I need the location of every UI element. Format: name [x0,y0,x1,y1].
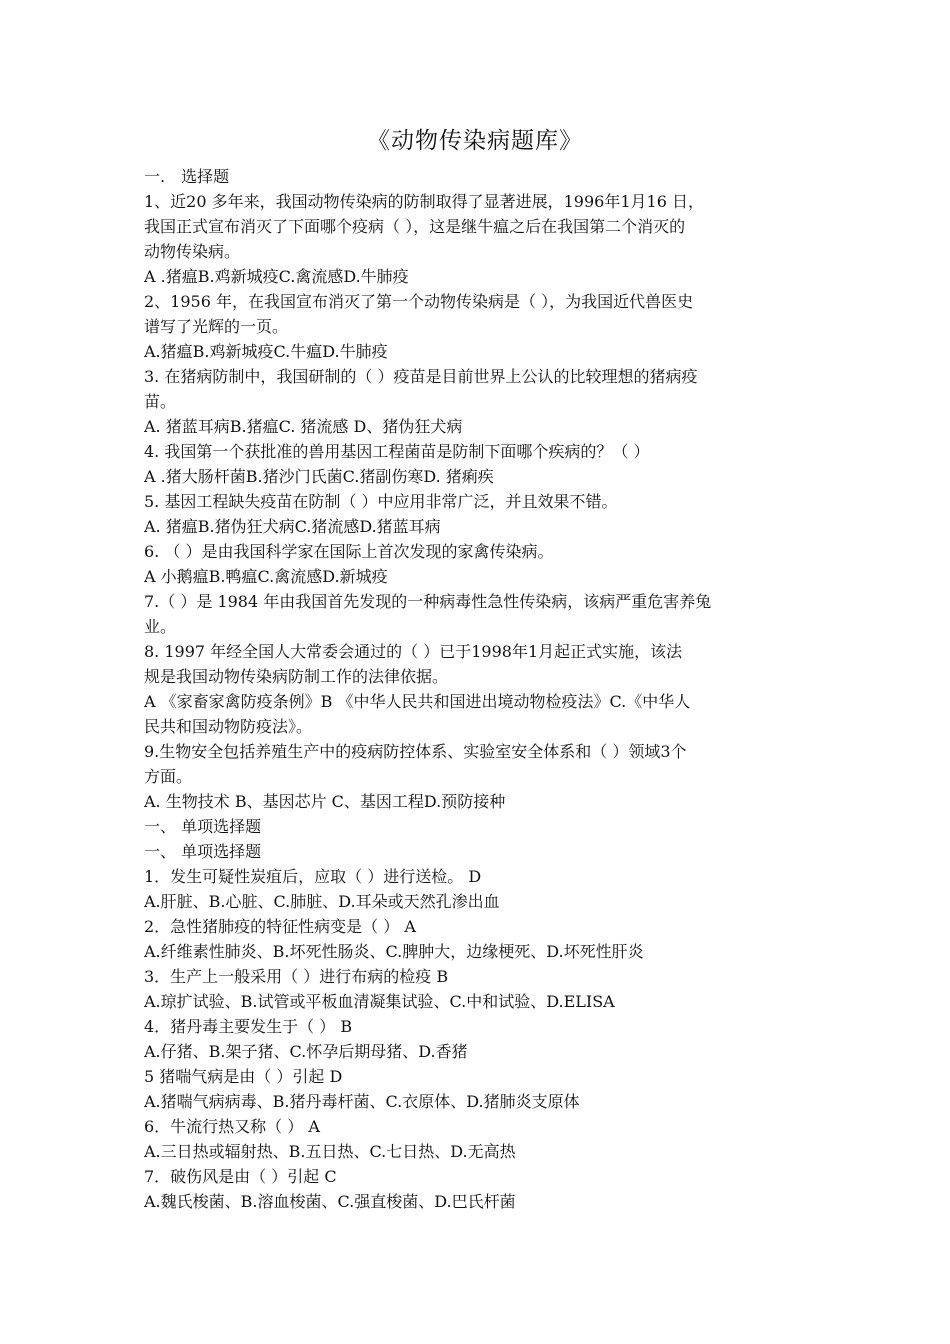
text-line: 苗。 [144,392,177,411]
text-line: 民共和国动物防疫法》。 [144,717,313,736]
text-line: 一、 单项选择题 [144,817,262,836]
text-line: 一. 选择题 [144,167,230,186]
text-line: 我国正式宣布消灭了下面哪个疫病（ ），这是继牛瘟之后在我国第二个消灭的 [144,217,686,236]
text-line: 2．急性猪肺疫的特征性病变是（ ） A [144,917,416,936]
text-line: A.仔猪、B.架子猪、C.怀孕后期母猪、D.香猪 [144,1042,468,1061]
text-line: 方面。 [144,767,193,786]
document-title: 《动物传染病题库》 [367,128,583,154]
text-line: A.魏氏梭菌、B.溶血梭菌、C.强直梭菌、D.巴氏杆菌 [144,1192,516,1211]
text-line: 1．发生可疑性炭疽后，应取（ ）进行送检。 D [144,867,482,886]
text-line: 2、1956 年，在我国宣布消灭了第一个动物传染病是（ ），为我国近代兽医史 [144,292,694,311]
text-line: 谱写了光辉的一页。 [144,317,289,336]
text-line: 7．破伤风是由（ ）引起 C [144,1167,337,1186]
text-line: A 《家畜家禽防疫条例》B 《中华人民共和国进出境动物检疫法》C.《中华人 [144,692,691,711]
text-line: 1、近20 多年来，我国动物传染病的防制取得了显著进展，1996年1月16 日， [144,192,704,211]
text-line: A. 猪瘟B.猪伪狂犬病C.猪流感D.猪蓝耳病 [144,517,441,536]
text-line: 4．猪丹毒主要发生于（ ） B [144,1017,353,1036]
text-line: 6. （ ）是由我国科学家在国际上首次发现的家禽传染病。 [144,542,554,561]
text-line: 7.（ ）是 1984 年由我国首先发现的一种病毒性急性传染病，该病严重危害养兔 [144,592,712,611]
text-line: 3. 在猪病防制中，我国研制的（ ）疫苗是目前世界上公认的比较理想的猪病疫 [144,367,698,386]
text-line: A.猪喘气病病毒、B.猪丹毒杆菌、C.衣原体、D.猪肺炎支原体 [144,1092,580,1111]
text-line: A.肝脏、B.心脏、C.肺脏、D.耳朵或天然孔渗出血 [144,892,500,911]
text-line: 3．生产上一般采用（ ）进行布病的检疫 B [144,967,449,986]
text-line: A.纤维素性肺炎、B.坏死性肠炎、C.脾肿大，边缘梗死、D.坏死性肝炎 [144,942,644,961]
text-line: 9.生物安全包括养殖生产中的疫病防控体系、实验室安全体系和（ ）领域3个 [144,742,687,761]
text-line: A.琼扩试验、B.试管或平板血清凝集试验、C.中和试验、D.ELISA [144,992,615,1011]
text-line: 5. 基因工程缺失疫苗在防制（ ）中应用非常广泛，并且效果不错。 [144,492,618,511]
text-line: A. 猪蓝耳病B.猪瘟C. 猪流感 D、猪伪狂犬病 [144,417,463,436]
text-line: 一、 单项选择题 [144,842,262,861]
text-line: 规是我国动物传染病防制工作的法律依据。 [144,667,449,686]
text-line: A .猪大肠杆菌B.猪沙门氏菌C.猪副伤寒D. 猪痢疾 [144,467,494,486]
text-line: 动物传染病。 [144,242,241,261]
text-line: 业。 [144,617,177,636]
text-line: 8. 1997 年经全国人大常委会通过的（ ）已于1998年1月起正式实施，该法 [144,642,683,661]
text-line: A .猪瘟B.鸡新城疫C.禽流感D.牛肺疫 [144,267,409,286]
document-body [144,164,812,1214]
text-line: A.三日热或辐射热、B.五日热、C.七日热、D.无高热 [144,1142,516,1161]
text-line: 5 猪喘气病是由（ ）引起 D [144,1067,343,1086]
text-line: A 小鹅瘟B.鸭瘟C.禽流感D.新城疫 [144,567,388,586]
text-line: A. 生物技术 B、基因芯片 C、基因工程D.预防接种 [144,792,506,811]
text-line: A.猪瘟B.鸡新城疫C.牛瘟D.牛肺疫 [144,342,388,361]
text-line: 6．牛流行热又称（ ） A [144,1117,320,1136]
text-line: 4. 我国第一个获批准的兽用基因工程菌苗是防制下面哪个疾病的？（ ） [144,442,650,461]
